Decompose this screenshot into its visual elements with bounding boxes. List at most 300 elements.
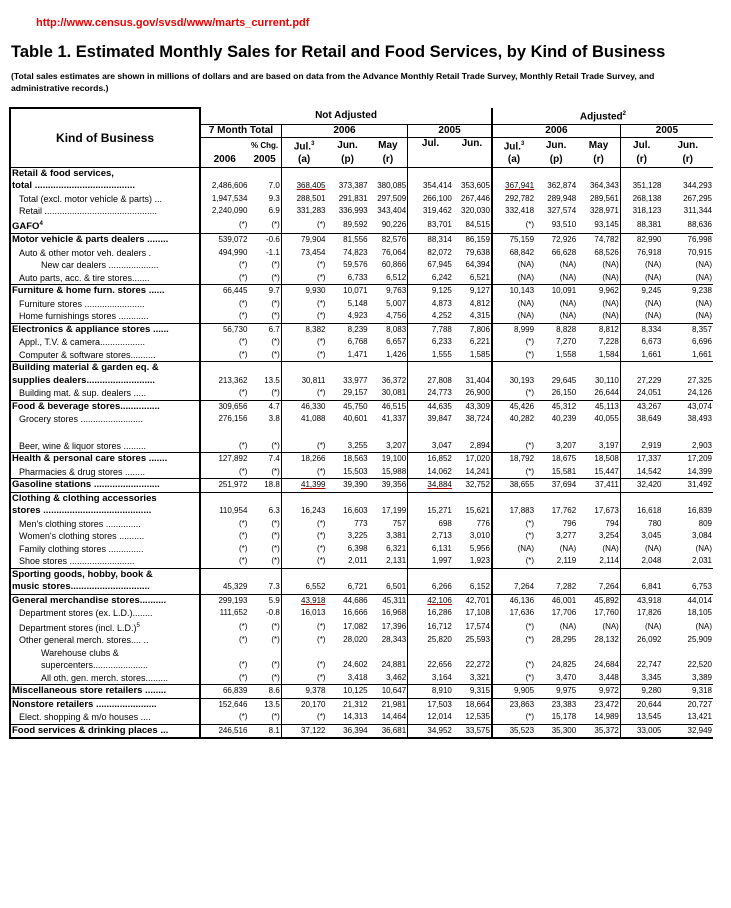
row-value — [577, 234, 620, 247]
row-value-text: (*) — [525, 621, 535, 631]
row-value — [662, 505, 713, 518]
row-value — [535, 440, 577, 453]
row-value-text: (*) — [317, 543, 326, 553]
row-value — [326, 711, 368, 724]
row-value-text: 67,945 — [427, 260, 452, 270]
row-value-text: (NA) — [517, 543, 535, 553]
row-value — [248, 530, 281, 543]
row-value — [662, 647, 713, 660]
row-value — [281, 387, 326, 400]
row-value-text: (NA) — [695, 311, 712, 321]
row-value — [281, 285, 326, 298]
row-value-text: -1.1 — [265, 247, 280, 257]
row-value — [369, 568, 408, 581]
row-value — [662, 620, 713, 635]
row-value — [535, 259, 577, 272]
row-value — [577, 298, 620, 311]
row-value — [248, 659, 281, 672]
table-note: (Total sales estimates are shown in millions of dollars and are based on data from the Advance Monthly Retail Trade Survey, Monthly Retail Trade Survey, and administrative records.) — [11, 71, 655, 93]
row-value-text: 17,706 — [551, 608, 577, 618]
row-value — [492, 298, 535, 311]
row-value — [326, 375, 368, 388]
row-label — [10, 426, 200, 440]
row-value — [492, 387, 535, 400]
row-value-text: 74,782 — [594, 235, 619, 245]
row-value-text: (*) — [238, 531, 248, 541]
row-value — [577, 543, 620, 556]
row-value — [492, 659, 535, 672]
row-value — [281, 323, 326, 336]
row-value — [577, 285, 620, 298]
row-value — [662, 698, 713, 711]
row-value — [492, 413, 535, 426]
row-value — [620, 375, 662, 388]
row-value — [535, 375, 577, 388]
row-label — [10, 375, 200, 388]
row-value — [248, 323, 281, 336]
row-value — [281, 272, 326, 285]
row-value — [577, 634, 620, 647]
row-value — [200, 685, 248, 699]
row-value — [453, 634, 492, 647]
row-value — [326, 672, 368, 685]
row-value — [369, 647, 408, 660]
row-value-text: 17,082 — [343, 621, 368, 631]
row-value-text: (NA) — [517, 298, 535, 308]
row-value-text: (*) — [238, 272, 248, 282]
row-value — [453, 247, 492, 260]
row-value — [662, 440, 713, 453]
row-value — [281, 647, 326, 660]
row-value-text: (NA) — [559, 311, 577, 321]
row-value — [620, 285, 662, 298]
row-value — [408, 193, 453, 206]
row-value — [535, 543, 577, 556]
col-2006-total: 2006 — [200, 138, 248, 167]
source-url[interactable]: http://www.census.gov/svsd/www/marts_current.pdf — [36, 17, 310, 29]
row-value-text: 3,345 — [641, 672, 662, 682]
row-value-text: 66,628 — [551, 247, 577, 257]
row-label — [10, 466, 200, 479]
row-label-text: supplies dealers.......................... — [12, 374, 156, 386]
row-value — [248, 180, 281, 193]
row-value-text: 794 — [605, 518, 619, 528]
row-value-text: 2,011 — [348, 556, 368, 566]
row-value-text: (*) — [317, 518, 326, 528]
row-value-text: 354,414 — [422, 181, 452, 191]
row-value — [281, 400, 326, 413]
row-value-text: 13.5 — [264, 375, 280, 385]
row-value-text: (*) — [238, 672, 248, 682]
row-value-text: 9,763 — [386, 286, 407, 296]
row-value-text: 12,014 — [427, 712, 452, 722]
row-label-text: Elect. shopping & m/o houses .... — [19, 712, 151, 723]
row-value-text: 320,030 — [461, 206, 490, 216]
row-value-text: 9,127 — [469, 286, 490, 296]
row-value-text: (*) — [317, 660, 326, 670]
row-value — [200, 259, 248, 272]
row-value — [535, 400, 577, 413]
row-value-text: 7,264 — [514, 582, 535, 592]
row-value-text: 8,083 — [386, 324, 407, 334]
row-value-text: 14,989 — [594, 712, 619, 722]
row-value — [369, 259, 408, 272]
row-value — [281, 555, 326, 568]
row-value-text: (NA) — [559, 272, 577, 282]
row-value — [248, 518, 281, 531]
row-value — [369, 479, 408, 493]
row-value-text: (*) — [317, 220, 326, 230]
row-value-text: 32,949 — [687, 725, 712, 735]
row-value-text: 494,990 — [218, 247, 248, 257]
row-value — [200, 400, 248, 413]
row-value — [248, 349, 281, 362]
row-value-text: 9,315 — [469, 686, 490, 696]
row-value — [369, 453, 408, 466]
row-value-text: 16,666 — [343, 608, 368, 618]
row-value-text: 68,842 — [509, 247, 535, 257]
row-label-text: Other general merch. stores.... .. — [19, 635, 149, 646]
row-value — [620, 218, 662, 234]
row-value — [369, 440, 408, 453]
row-label-text: Auto parts, acc. & tire stores....... — [19, 272, 150, 283]
row-value-text: 76,064 — [381, 247, 407, 257]
row-value-text: 33,005 — [637, 725, 662, 735]
row-value — [620, 247, 662, 260]
row-value — [408, 218, 453, 234]
row-value — [326, 647, 368, 660]
row-value — [200, 594, 248, 607]
row-value — [248, 336, 281, 349]
row-value — [326, 685, 368, 699]
table-row — [10, 555, 713, 568]
row-value-text: (*) — [238, 556, 248, 566]
row-value-text: (NA) — [559, 543, 577, 553]
row-value-text: 38,649 — [637, 414, 662, 424]
row-value-text: 3,462 — [386, 672, 407, 682]
table-row — [10, 272, 713, 285]
row-value-text: 23,863 — [509, 699, 535, 709]
row-value — [326, 453, 368, 466]
row-value — [200, 362, 248, 375]
row-value — [200, 634, 248, 647]
row-value — [535, 607, 577, 620]
row-value — [577, 167, 620, 180]
table-body — [10, 167, 713, 738]
row-value-text: (*) — [238, 660, 248, 670]
row-value — [200, 323, 248, 336]
row-value — [492, 247, 535, 260]
row-value — [281, 336, 326, 349]
row-value — [620, 530, 662, 543]
row-value — [248, 193, 281, 206]
row-value-text: 6,721 — [347, 582, 368, 592]
table-row — [10, 479, 713, 493]
row-value-text: (*) — [238, 466, 248, 476]
row-value — [453, 685, 492, 699]
row-value — [369, 672, 408, 685]
row-value-text: 40,055 — [594, 414, 619, 424]
row-value-text: 9,125 — [431, 286, 452, 296]
row-value-text: 2,031 — [691, 556, 712, 566]
table-row — [10, 285, 713, 298]
table-row — [10, 247, 713, 260]
row-value — [577, 698, 620, 711]
row-label-text: Health & personal care stores ....... — [12, 453, 168, 465]
row-value — [662, 375, 713, 388]
row-value — [492, 426, 535, 440]
row-value — [577, 620, 620, 635]
row-value — [492, 218, 535, 234]
row-label — [10, 492, 200, 505]
row-value — [248, 234, 281, 247]
row-value — [492, 518, 535, 531]
row-value — [326, 180, 368, 193]
row-value-text: (*) — [271, 298, 280, 308]
row-value-text: 9,238 — [691, 286, 712, 296]
row-label — [10, 724, 200, 738]
row-value-text: 6,768 — [347, 337, 368, 347]
row-label — [10, 272, 200, 285]
row-value-text: 267,295 — [683, 193, 712, 203]
row-value-text: 93,510 — [551, 220, 577, 230]
row-value-text: 9,378 — [305, 686, 326, 696]
row-value-text: 22,520 — [687, 660, 712, 670]
row-value — [620, 466, 662, 479]
row-value — [453, 349, 492, 362]
row-value — [281, 620, 326, 635]
row-value — [535, 362, 577, 375]
row-value — [326, 479, 368, 493]
row-value — [453, 453, 492, 466]
adjusted-2005-header: 2005 — [620, 124, 713, 138]
row-value — [326, 518, 368, 531]
row-value — [408, 349, 453, 362]
row-value — [453, 505, 492, 518]
row-value-text: (*) — [525, 556, 535, 566]
row-value-text: 17,337 — [637, 454, 662, 464]
row-value-text: 21,312 — [343, 699, 368, 709]
row-value-text: 1,947,534 — [211, 193, 248, 203]
row-value — [453, 440, 492, 453]
row-value-text: 28,132 — [594, 635, 619, 645]
row-value-text: 7,282 — [556, 582, 577, 592]
row-value-text: 15,621 — [465, 506, 490, 516]
table-row — [10, 698, 713, 711]
row-value-text: 26,900 — [465, 388, 490, 398]
row-value-text: 38,493 — [687, 414, 712, 424]
row-value — [492, 711, 535, 724]
row-label-text: total ...................................... — [12, 180, 135, 192]
row-value — [577, 323, 620, 336]
row-value — [577, 555, 620, 568]
row-value — [620, 440, 662, 453]
row-value-text: 343,404 — [377, 206, 407, 216]
not-adjusted-header: Not Adjusted — [200, 108, 492, 124]
row-label — [10, 298, 200, 311]
row-value-text: 14,399 — [687, 466, 712, 476]
row-value — [492, 310, 535, 323]
row-value-text: 18.8 — [264, 480, 280, 490]
row-value-text: 40,282 — [509, 414, 535, 424]
row-value — [577, 685, 620, 699]
row-value — [453, 180, 492, 193]
row-value-text: (*) — [238, 712, 248, 722]
row-value-text: 6,321 — [386, 543, 407, 553]
row-value-text: (*) — [317, 298, 326, 308]
row-label-text: GAFO — [12, 220, 40, 232]
row-value — [577, 568, 620, 581]
row-value — [369, 659, 408, 672]
row-value — [248, 724, 281, 738]
row-value — [408, 413, 453, 426]
row-value — [662, 272, 713, 285]
row-value-text: 76,918 — [637, 247, 662, 257]
row-value — [535, 505, 577, 518]
row-value — [248, 568, 281, 581]
row-value-text: 24,051 — [637, 388, 662, 398]
row-value — [200, 647, 248, 660]
row-value-text: 15,581 — [551, 466, 577, 476]
row-value — [662, 518, 713, 531]
row-value — [577, 336, 620, 349]
row-value — [408, 272, 453, 285]
row-value-text: 16,013 — [301, 608, 326, 618]
row-value-text: (*) — [238, 440, 248, 450]
row-value-text: (*) — [271, 712, 280, 722]
row-value — [369, 298, 408, 311]
row-value-text: 72,926 — [551, 235, 577, 245]
kind-of-business-header: Kind of Business — [10, 108, 200, 167]
row-value-text: 9,962 — [598, 286, 619, 296]
row-label — [10, 362, 200, 375]
row-label — [10, 672, 200, 685]
row-value-text: 4,756 — [386, 311, 407, 321]
row-value — [492, 530, 535, 543]
row-value-text: 44,635 — [427, 401, 452, 411]
row-value — [662, 426, 713, 440]
row-value-text: 41,088 — [301, 414, 326, 424]
row-value — [535, 647, 577, 660]
row-value-text: (*) — [271, 311, 280, 321]
row-value-text: (*) — [525, 660, 535, 670]
row-value-text: 380,085 — [377, 181, 407, 191]
row-value — [200, 505, 248, 518]
row-value — [200, 234, 248, 247]
row-value-text: 5,007 — [386, 298, 407, 308]
row-value-text: 6,233 — [431, 337, 452, 347]
row-value-text: (*) — [238, 621, 248, 631]
row-label-text: All oth. gen. merch. stores......... — [41, 672, 169, 683]
row-value — [535, 285, 577, 298]
row-value — [535, 247, 577, 260]
row-value — [200, 180, 248, 193]
col-a-jun: Jun. — [545, 139, 567, 151]
row-value — [492, 607, 535, 620]
row-value-text: 6,152 — [469, 582, 490, 592]
row-value — [577, 581, 620, 594]
row-value — [492, 349, 535, 362]
row-value — [577, 400, 620, 413]
row-value-text: 7,270 — [556, 337, 577, 347]
row-value — [326, 543, 368, 556]
row-value — [453, 724, 492, 738]
row-label-text: stores ......................................... — [12, 505, 152, 517]
row-value — [620, 505, 662, 518]
row-label-text: Retail & food services, — [12, 167, 114, 179]
row-value-text: (*) — [238, 337, 248, 347]
row-value — [369, 205, 408, 218]
row-value — [620, 594, 662, 607]
col-a-jun-sub: (p) — [535, 154, 577, 167]
row-value-text: 27,229 — [637, 375, 662, 385]
row-value-text: 43,074 — [687, 401, 712, 411]
row-value-text: 6,733 — [347, 272, 368, 282]
row-value — [577, 518, 620, 531]
row-value-text: 64,394 — [465, 260, 490, 270]
row-value-text: 22,747 — [637, 660, 662, 670]
adjusted-header — [492, 108, 713, 124]
row-value — [577, 413, 620, 426]
row-value — [248, 581, 281, 594]
row-value-text: 89,592 — [343, 220, 368, 230]
row-value-text: 26,644 — [594, 388, 619, 398]
row-value — [662, 234, 713, 247]
row-value-text: 2,903 — [691, 440, 712, 450]
row-value — [577, 492, 620, 505]
row-value — [408, 659, 453, 672]
row-value — [326, 607, 368, 620]
row-value-text: 268,138 — [632, 193, 662, 203]
row-value — [326, 568, 368, 581]
table-row — [10, 466, 713, 479]
row-value-text: 42,106 — [427, 595, 452, 605]
row-value — [408, 298, 453, 311]
row-value — [620, 647, 662, 660]
row-value — [369, 413, 408, 426]
row-value — [281, 426, 326, 440]
table-row — [10, 620, 713, 635]
row-value-text: 45,113 — [594, 401, 619, 411]
row-value — [248, 285, 281, 298]
col-a-jul05: Jul. — [620, 138, 662, 154]
table-row — [10, 180, 713, 193]
row-value-text: 86,159 — [465, 235, 490, 245]
row-value — [453, 492, 492, 505]
row-value — [200, 555, 248, 568]
table-row — [10, 362, 713, 375]
row-value — [408, 234, 453, 247]
row-value-text: 289,948 — [547, 193, 577, 203]
row-value — [453, 234, 492, 247]
row-value-text: 309,656 — [218, 401, 248, 411]
row-value — [326, 413, 368, 426]
row-value — [535, 453, 577, 466]
row-value-text: (*) — [317, 635, 326, 645]
row-value-text: 13.5 — [264, 699, 280, 709]
row-value-text: 17,503 — [427, 699, 452, 709]
row-value — [453, 672, 492, 685]
row-value — [492, 634, 535, 647]
row-value — [200, 724, 248, 738]
row-value-text: 3,164 — [431, 672, 452, 682]
row-value — [662, 479, 713, 493]
row-value-text: 79,638 — [465, 247, 490, 257]
row-value — [326, 336, 368, 349]
row-label — [10, 685, 200, 699]
row-value-text: 56,730 — [222, 324, 248, 334]
row-value-text: 24,126 — [687, 388, 712, 398]
